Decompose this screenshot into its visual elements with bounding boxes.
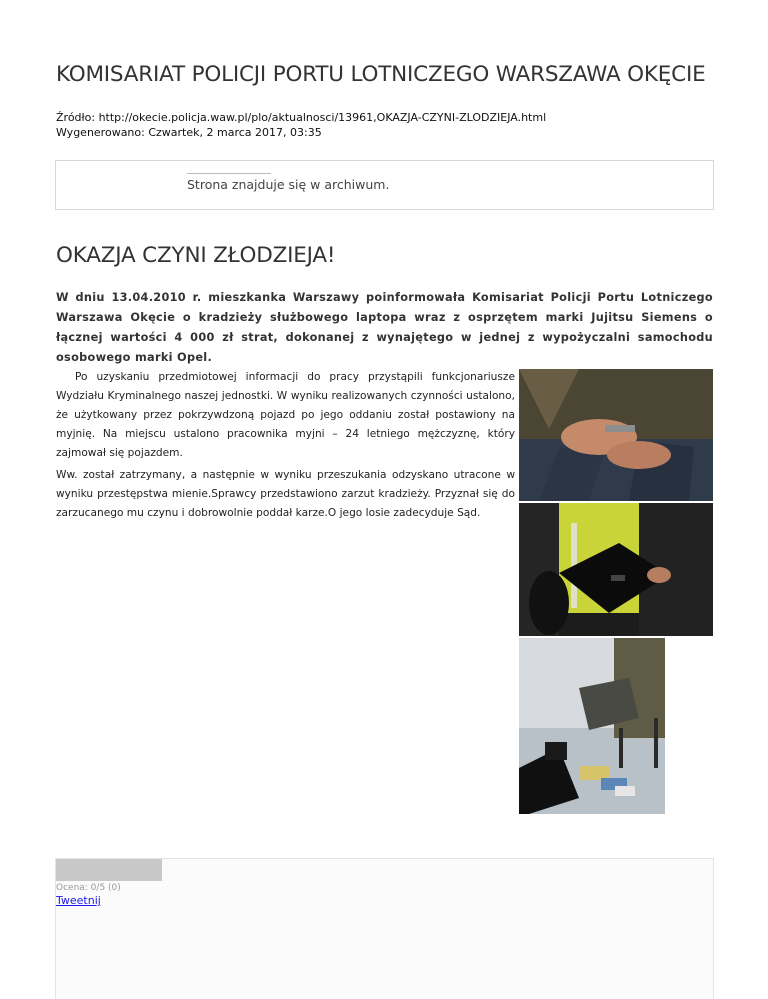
photo-officer-with-laptop[interactable] (519, 503, 713, 636)
archive-divider (187, 173, 271, 174)
vest-label: POLICJ (639, 514, 673, 524)
tweet-link[interactable]: Tweetnij (56, 894, 101, 907)
photo-recovered-items[interactable] (519, 638, 665, 814)
source-line: Źródło: http://okecie.policja.waw.pl/plo/aktualnosci/13961,OKAZJA-CZYNI-ZLODZIEJA.html (56, 111, 547, 124)
article-title: OKAZJA CZYNI ZŁODZIEJA! (56, 243, 336, 268)
article-paragraph-1: Po uzyskaniu przedmiotowej informacji do pracy przystąpili funkcjonariusze Wydziału Kryminalnego naszej jednostki. W wyniku realizowanych czynności ustalono, że użytkowany przez pokrzywdzoną pojazd po jego oddaniu został postawiony na myjnię. Na miejscu ustalono pracownika myjni – 24 letniego mężczyznę, który zajmował się pojazdem. (56, 371, 515, 459)
generated-line: Wygenerowano: Czwartek, 2 marca 2017, 03:35 (56, 126, 322, 139)
archive-notice-box (55, 160, 714, 210)
article-paragraph-2: Ww. został zatrzymany, a następnie w wyniku przeszukania odzyskano utracone w wyniku przestępstwa mienie.Sprawcy przedstawiono zarzut kradzieży. Przyznał się do zarzucanego mu czynu i dobrowolnie poddał karze.O jego losie zadecyduje Sąd. (56, 469, 515, 519)
rating-stars-bar[interactable] (56, 859, 162, 881)
page-meta (56, 110, 546, 140)
photo-handcuffed-hands[interactable] (519, 369, 713, 501)
rating-section (55, 858, 714, 999)
site-title: KOMISARIAT POLICJI PORTU LOTNICZEGO WARSZAWA OKĘCIE (56, 62, 706, 87)
archive-notice: Strona znajduje się w archiwum. (187, 177, 390, 192)
article-lead: W dniu 13.04.2010 r. mieszkanka Warszawy poinformowała Komisariat Policji Portu Lotniczego Warszawa Okęcie o kradzieży służbowego laptopa wraz z osprzętem marki Jujitsu Siemens o łącznej wartości 4 000 zł strat, dokonanej z wynajętego w jednej z wypożyczalni samochodu osobowego marki Opel. (56, 291, 713, 364)
rating-text: Ocena: 0/5 (0) (56, 883, 121, 893)
